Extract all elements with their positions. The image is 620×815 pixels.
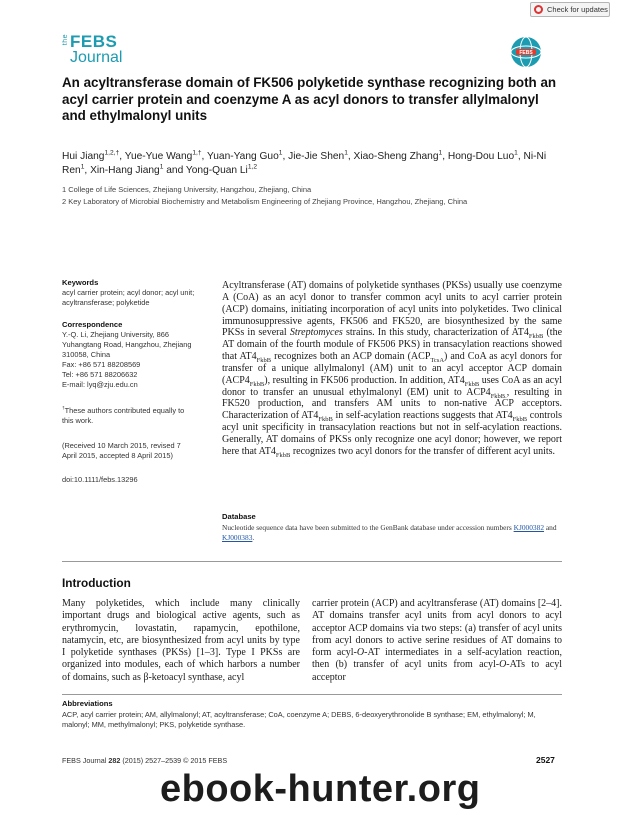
author-affiliation-mark: 1 [80, 163, 85, 171]
journal-logo [62, 32, 124, 70]
correspondence-email[interactable]: E-mail: lyq@zju.edu.cn [62, 380, 138, 389]
author-name: Xin-Hang Jiang [90, 165, 160, 176]
author-name: Yue-Yue Wang [124, 151, 193, 162]
author-affiliation-mark: 1 [438, 149, 443, 157]
affiliation-2: 2 Key Laboratory of Microbial Biochemistry and Metabolism Engineering of Zhejiang Province, Hangzhou, Zhejiang, China [62, 197, 468, 206]
abbreviations-divider [62, 694, 562, 695]
author-affiliation-mark: 1 [278, 149, 283, 157]
correspondence-block [62, 330, 197, 390]
accession-link-2[interactable]: KJ000383 [222, 533, 253, 542]
abstract: Acyltransferase (AT) domains of polyketide synthases (PKSs) usually use coenzyme A (CoA) as an acyl donor to transfer common acyl units to acyl carrier protein (ACP) domains, initiating incorporation of acyl units into polyketides. Two clinical immunosuppressive agents, FK506 and FK520, are biosynthesized by the same PKSs in several Streptomyces strains. In this study, characterization of $AT4_{FkbB}$ (the AT domain of the fourth module of FK506 PKS) in transacylation reactions showed that $AT4_{FkbB}$ recognizes both an ACP domain $(ACP_{TcsA})$ and CoA as acyl donors for transfer of a unique allylmalonyl (AM) unit to an acyl acceptor ACP domain $(ACP4_{FkbB})$, resulting in FK506 production. In addition, $AT4_{FkbB}$ uses CoA as an acyl donor to transfer an unusual ethylmalonyl (EM) unit to $ACP4_{FkbB.}$, resulting in FK520 production, and transfers AM units to non-native ACP acceptors. Characterization of $AT4_{FkbB}$ in self-acylation reactions suggests that $AT4_{FkbB}$ controls acyl unit specificity in transacylation reactions but not in self-acylation reactions. Generally, AT domains of PKSs only recognize one acyl donor; however, we report here that $AT4_{FkbB}$ recognizes two acyl donors for the transfer of different acyl units. [222, 280, 563, 459]
introduction-right-column: carrier protein (ACP) and acyltransferase (AT) domains [2–4]. AT domains transfer acyl units from acyl donors to acyl acceptor ACP domains via two steps: (a) transfer of acyl units from acyl donors to active serine residues of AT domains to form acyl-O-AT intermediates in a self-acylation reaction, then (b) transfer of acyl units from acyl-O-ATs to acyl acceptor [312, 598, 562, 683]
introduction-left-column: Many polyketides, which include many clinically important drugs and biological active agents, such as erythromycin, lovastatin, rapamycin, epothilone, natamycin, etc, are biosynthesized from acyl units by type I polyketide synthases (PKSs) [1–3]. Type I PKSs are organized into modules, each of which harbors a number of domains, such as β-ketoacyl synthase, acyl [62, 598, 300, 683]
author-affiliation-mark: 1 [159, 163, 164, 171]
author-name: Hong-Dou Luo [447, 151, 515, 162]
author-affiliation-mark: 1,2,† [104, 149, 120, 157]
keywords-heading: Keywords [62, 278, 99, 287]
author-affiliation-mark: 1 [514, 149, 518, 157]
database-text: Nucleotide sequence data have been submitted to the GenBank database under accession numbers KJ000382 and KJ000383. [222, 523, 557, 542]
footer-citation: FEBS Journal 282 (2015) 2527–2539 © 2015 FEBS [62, 756, 228, 765]
watermark: ebook-hunter.org [160, 768, 481, 810]
received-dates: (Received 10 March 2015, revised 7 April 2015, accepted 8 April 2015) [62, 441, 181, 460]
author-list: Hui Jiang$^{1,2,\dagger}$, Yue-Yue Wang$^{1,\dagger}$, Yuan-Yang Guo$^1$, Jie-Jie Shen$^1$, Xiao-Sheng Zhang$^1$, Hong-Dou Luo$^1$, Ni-Ni Ren$^1$, Xin-Hang Jiang$^1$ and Yong-Quan Li$^{1,2}$ [62, 149, 547, 176]
correspondence-line: Yuhangtang Road, Hangzhou, Zhejiang [62, 340, 192, 349]
check-for-updates-badge[interactable] [530, 2, 610, 17]
page-number: 2527 [536, 755, 555, 765]
correspondence-line: Y.-Q. Li, Zhejiang University, 866 [62, 330, 169, 339]
section-divider [62, 561, 562, 562]
introduction-heading: Introduction [62, 576, 131, 590]
author-name: Jie-Jie Shen [288, 151, 345, 162]
author-affiliation-mark: 1,† [192, 149, 202, 157]
article-title: An acyltransferase domain of FK506 polyketide synthase recognizing both an acyl carrier protein and coenzyme A as acyl donors to transfer allylmalonyl and ethylmalonyl units [62, 75, 557, 123]
author-name: Ni-Ni Ren [62, 151, 547, 176]
correspondence-heading: Correspondence [62, 320, 123, 329]
correspondence-fax: Fax: +86 571 88208569 [62, 360, 141, 369]
check-for-updates-label: Check for updates [547, 5, 608, 14]
correspondence-line: 310058, China [62, 350, 111, 359]
doi[interactable]: doi:10.1111/febs.13296 [62, 475, 138, 484]
logo-journal: Journal [70, 49, 123, 66]
abbreviations-text: ACP, acyl carrier protein; AM, allylmalonyl; AT, acyltransferase; CoA, coenzyme A; DEBS, 6-deoxyerythronolide B synthase; EM, ethylmalonyl; M, malonyl; MM, methylmalonyl; PKS, polyketide synthase. [62, 710, 536, 729]
author-affiliation-mark: 1 [344, 149, 348, 157]
check-for-updates-icon [534, 5, 543, 14]
database-heading: Database [222, 512, 256, 521]
author-name: Yong-Quan Li [185, 165, 248, 176]
logo-the: the [62, 34, 69, 46]
correspondence-tel: Tel: +86 571 88206632 [62, 370, 138, 379]
equal-contribution-note: †These authors contributed equally to this work. [62, 406, 185, 425]
author-name: Hui Jiang [62, 151, 105, 162]
logo-febs: FEBS [70, 32, 118, 51]
author-affiliation-mark: 1,2 [247, 163, 258, 171]
affiliation-1: 1 College of Life Sciences, Zhejiang University, Hangzhou, Zhejiang, China [62, 185, 312, 194]
accession-link-1[interactable]: KJ000382 [513, 523, 545, 532]
author-name: Yuan-Yang Guo [207, 151, 279, 162]
abbreviations-heading: Abbreviations [62, 699, 113, 708]
febs-globe-icon [510, 36, 542, 68]
keywords-text: acyl carrier protein; acyl donor; acyl unit; acyltransferase; polyketide [62, 288, 195, 307]
svg-text:FEBS: FEBS [519, 50, 533, 56]
author-name: Xiao-Sheng Zhang [353, 151, 439, 162]
